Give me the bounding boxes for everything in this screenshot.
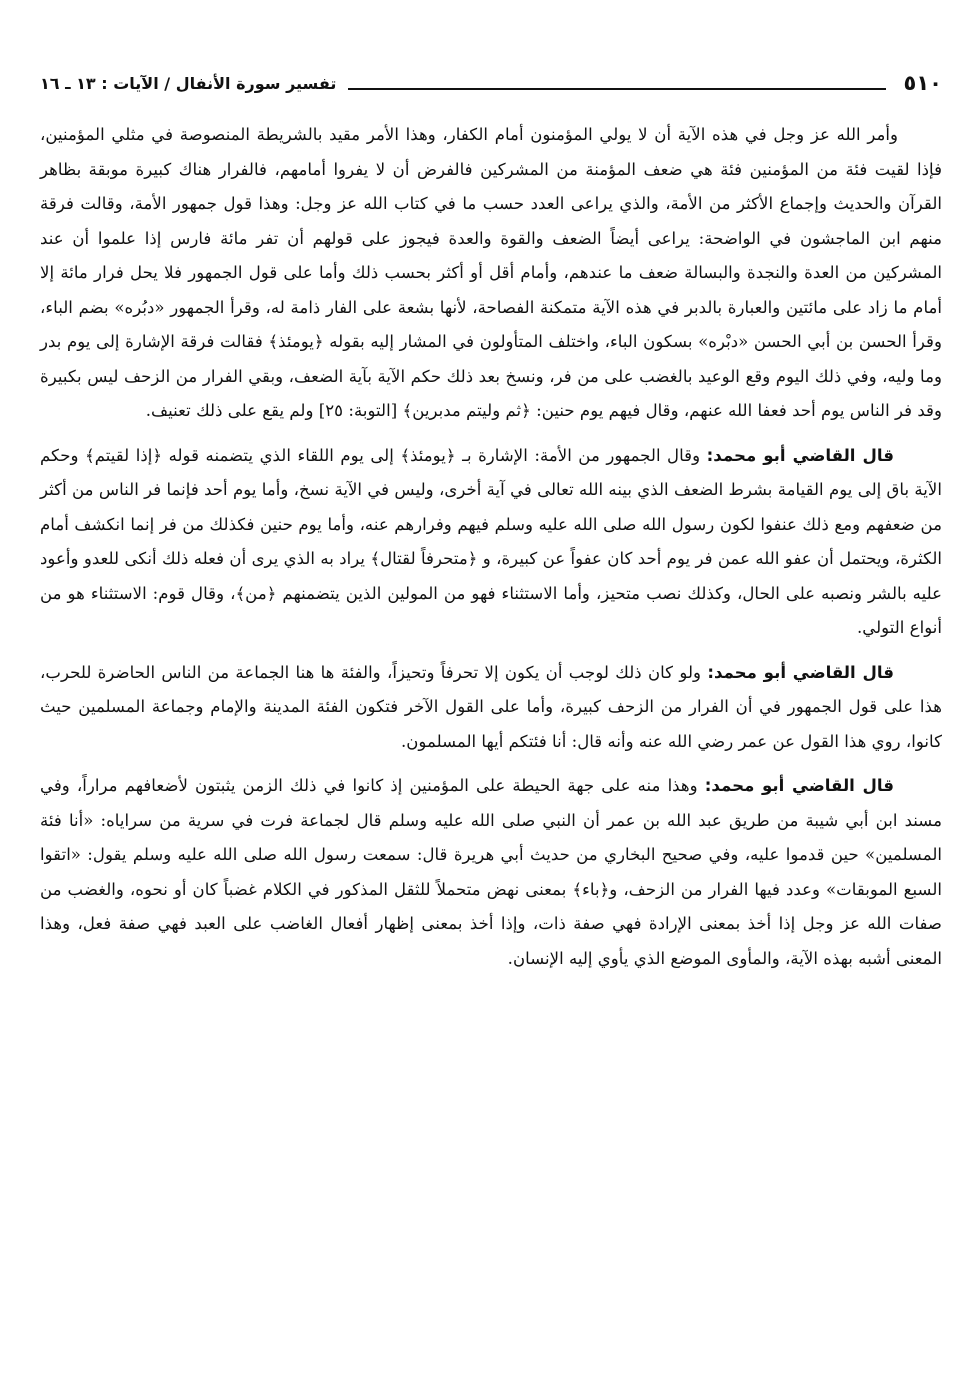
paragraph xyxy=(40,769,942,976)
page-header xyxy=(40,66,942,100)
paragraph-lead: قال القاضي أبو محمد: xyxy=(706,445,894,465)
paragraph-text: وقال الجمهور من الأمة: الإشارة بـ ﴿يومئذ﴾ إلى يوم اللقاء الذي يتضمنه قوله ﴿إذا لقيتم﴾ وحكم الآية باق إلى يوم القيامة بشرط الضعف الذي بينه الله تعالى في آية أخرى، وليس في الآية نسخ، وأما يوم أحد فإنما فر الناس من أكثر من ضعفهم ومع ذلك عنفوا لكون رسول الله صلى الله عليه وسلم فيهم وفرارهم عنه، وأما يوم حنين فكذلك من فر إنما انكشف أمام الكثرة، ويحتمل أن عفو الله عمن فر يوم أحد كان عفواً عن كبيرة، و ﴿متحرفاً لقتال﴾ يراد به الذي يرى أن فعله ذلك أنكى للعدو وأعود عليه بالشر ونصبه على الحال، وكذلك نصب متحيز، وأما الاستثناء فهو من المولين الذين يتضمنهم ﴿من﴾، وقال قوم: الاستثناء هو من أنواع التولي. xyxy=(40,445,942,637)
page-content xyxy=(40,118,942,976)
paragraph xyxy=(40,439,942,646)
paragraph-text: وأمر الله عز وجل في هذه الآية أن لا يولي المؤمنون أمام الكفار، وهذا الأمر مقيد بالشريطة المنصوصة في مثلي المؤمنين، فإذا لقيت فئة من المؤمنين فئة هي ضعف المؤمنة من المشركين فالفرض أن لا يفروا أمامهم، فالفرار هناك كبيرة موبقة بظاهر القرآن والحديث وإجماع الأكثر من الأمة، والذي يراعى العدد حسب ما في كتاب الله عز وجل: وهذا قول جمهور الأمة، وقالت فرقة منهم ابن الماجشون في الواضحة: يراعى أيضاً الضعف والقوة والعدة فيجوز على قولهم أن تفر مائة فارس إذا علموا أن عند المشركين من العدة والنجدة والبسالة ضعف ما عندهم، وأمام أقل أو أكثر بحسب ذلك وأما على قول الجمهور فلا يحل فرار مائة إلا أمام ما زاد على مائتين والعبارة بالدبر في هذه الآية متمكنة الفصاحة، لأنها بشعة على الفار ذامة له، وقرأ الجمهور «دبُره» بضم الباء، وقرأ الحسن بن أبي الحسن «دبْره» بسكون الباء، واختلف المتأولون في المشار إليه بقوله ﴿يومئذ﴾ فقالت فرقة الإشارة إلى يوم بدر وما وليه، وفي ذلك اليوم وقع الوعيد بالغضب على من فر، ونسخ بعد ذلك حكم الآية بآية الضعف، وبقي الفرار من الزحف ليس بكبيرة وقد فر الناس يوم أحد فعفا الله عنهم، وقال فيهم يوم حنين: ﴿ثم وليتم مدبرين﴾ [التوبة: ٢٥] ولم يقع على ذلك تعنيف. xyxy=(40,125,942,420)
paragraph-lead: قال القاضي أبو محمد: xyxy=(707,662,894,682)
paragraph-text: وهذا منه على جهة الحيطة على المؤمنين إذ كانوا في ذلك الزمن يثبتون لأضعافهم مراراً، وفي مسند ابن أبي شيبة من طريق عبد الله بن عمر أن النبي صلى الله عليه وسلم قال لجماعة فرت في سرية من سراياه: «أنا فئة المسلمين» حين قدموا عليه، وفي صحيح البخاري من حديث أبي هريرة قال: سمعت رسول الله صلى الله عليه وسلم يقول: «اتقوا السبع الموبقات» وعدد فيها الفرار من الزحف، و﴿باء﴾ بمعنى نهض متحملاً للثقل المذكور في الكلام غضباً كان أو نحوه، والغضب من صفات الله عز وجل إذا أخذ بمعنى الإرادة فهي صفة ذات، وإذا أخذ بمعنى إظهار أفعال الغاضب على العبد فهي صفة فعل، وهذا المعنى أشبه بهذه الآية، والمأوى الموضع الذي يأوي إليه الإنسان. xyxy=(40,776,942,968)
running-title: تفسير سورة الأنفال / الآيات : ١٣ ـ ١٦ xyxy=(40,73,337,93)
paragraph xyxy=(40,118,942,429)
paragraph xyxy=(40,656,942,760)
book-page xyxy=(40,66,942,1366)
paragraph-lead: قال القاضي أبو محمد: xyxy=(704,776,894,795)
paragraph-text: ولو كان ذلك لوجب أن يكون إلا تحرفاً وتحيزاً، والفئة ها هنا الجماعة من الناس الحاضرة للحرب، هذا على قول الجمهور في أن الفرار من الزحف كبيرة، وأما على القول الآخر فتكون الفئة المدينة والإمام وجماعة المسلمين حيث كانوا، روي هذا القول عن عمر رضي الله عنه وأنه قال: أنا فئتكم أيها المسلمون. xyxy=(40,662,942,751)
header-divider xyxy=(348,88,885,90)
page-number: ٥١٠ xyxy=(903,71,942,95)
